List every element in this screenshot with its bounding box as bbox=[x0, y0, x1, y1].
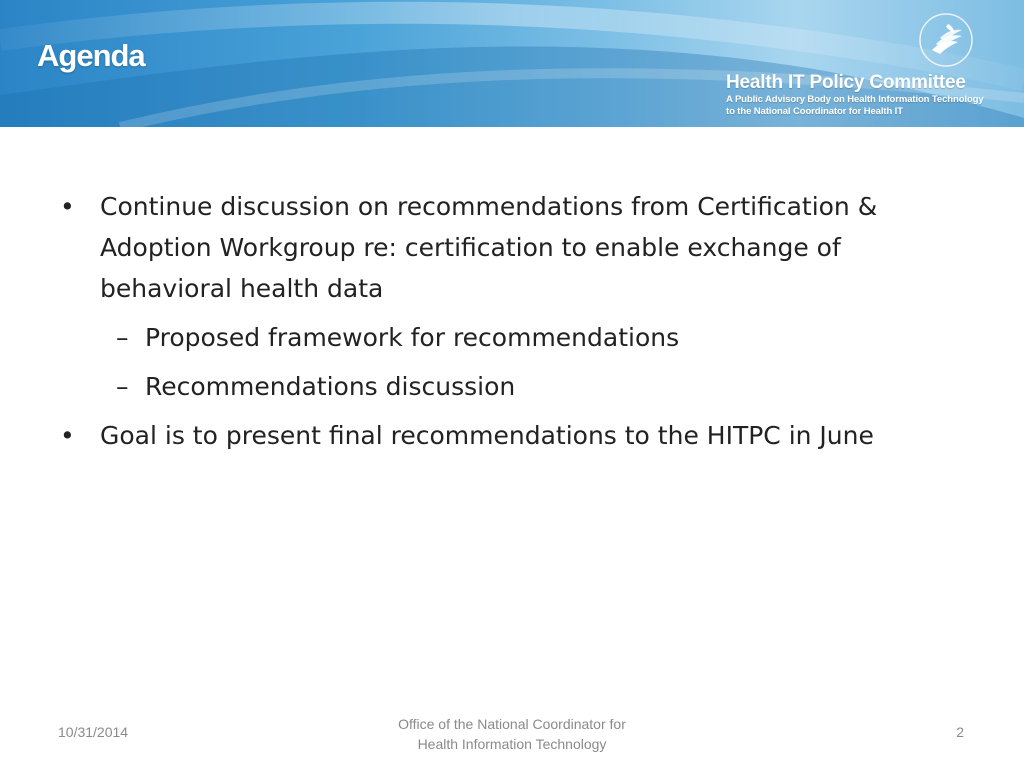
brand-tagline-line2: to the National Coordinator for Health IT bbox=[726, 106, 903, 117]
dash-marker: – bbox=[116, 372, 129, 401]
bullet-text: Goal is to present final recommendations to the HITPC in June bbox=[100, 421, 874, 450]
bullet-text: Continue discussion on recommendations from Certification & Adoption Workgroup re: certification to enable exchange of behavioral health data bbox=[100, 192, 878, 303]
bullet-item bbox=[58, 415, 978, 456]
dash-marker: – bbox=[116, 323, 129, 352]
bullet-marker: • bbox=[60, 192, 75, 221]
bullet-item bbox=[58, 186, 978, 309]
footer-office bbox=[362, 714, 662, 754]
agenda-content bbox=[58, 186, 978, 464]
brand-block bbox=[726, 72, 984, 118]
sub-bullet-text: Recommendations discussion bbox=[145, 372, 516, 401]
sub-bullet-text: Proposed framework for recommendations bbox=[145, 323, 680, 352]
brand-name: Health IT Policy Committee bbox=[726, 72, 966, 93]
footer-office-line1: Office of the National Coordinator for bbox=[398, 716, 626, 732]
page-number: 2 bbox=[956, 724, 964, 740]
footer-office-line2: Health Information Technology bbox=[417, 736, 607, 752]
brand-tagline-line1: A Public Advisory Body on Health Information Technology bbox=[726, 94, 984, 105]
sub-bullet-item bbox=[58, 317, 978, 358]
sub-bullet-item bbox=[58, 366, 978, 407]
header-banner bbox=[0, 0, 1024, 127]
page-title: Agenda bbox=[37, 38, 145, 73]
footer-date: 10/31/2014 bbox=[58, 724, 129, 740]
hhs-eagle-icon bbox=[918, 12, 974, 68]
bullet-marker: • bbox=[60, 421, 75, 450]
